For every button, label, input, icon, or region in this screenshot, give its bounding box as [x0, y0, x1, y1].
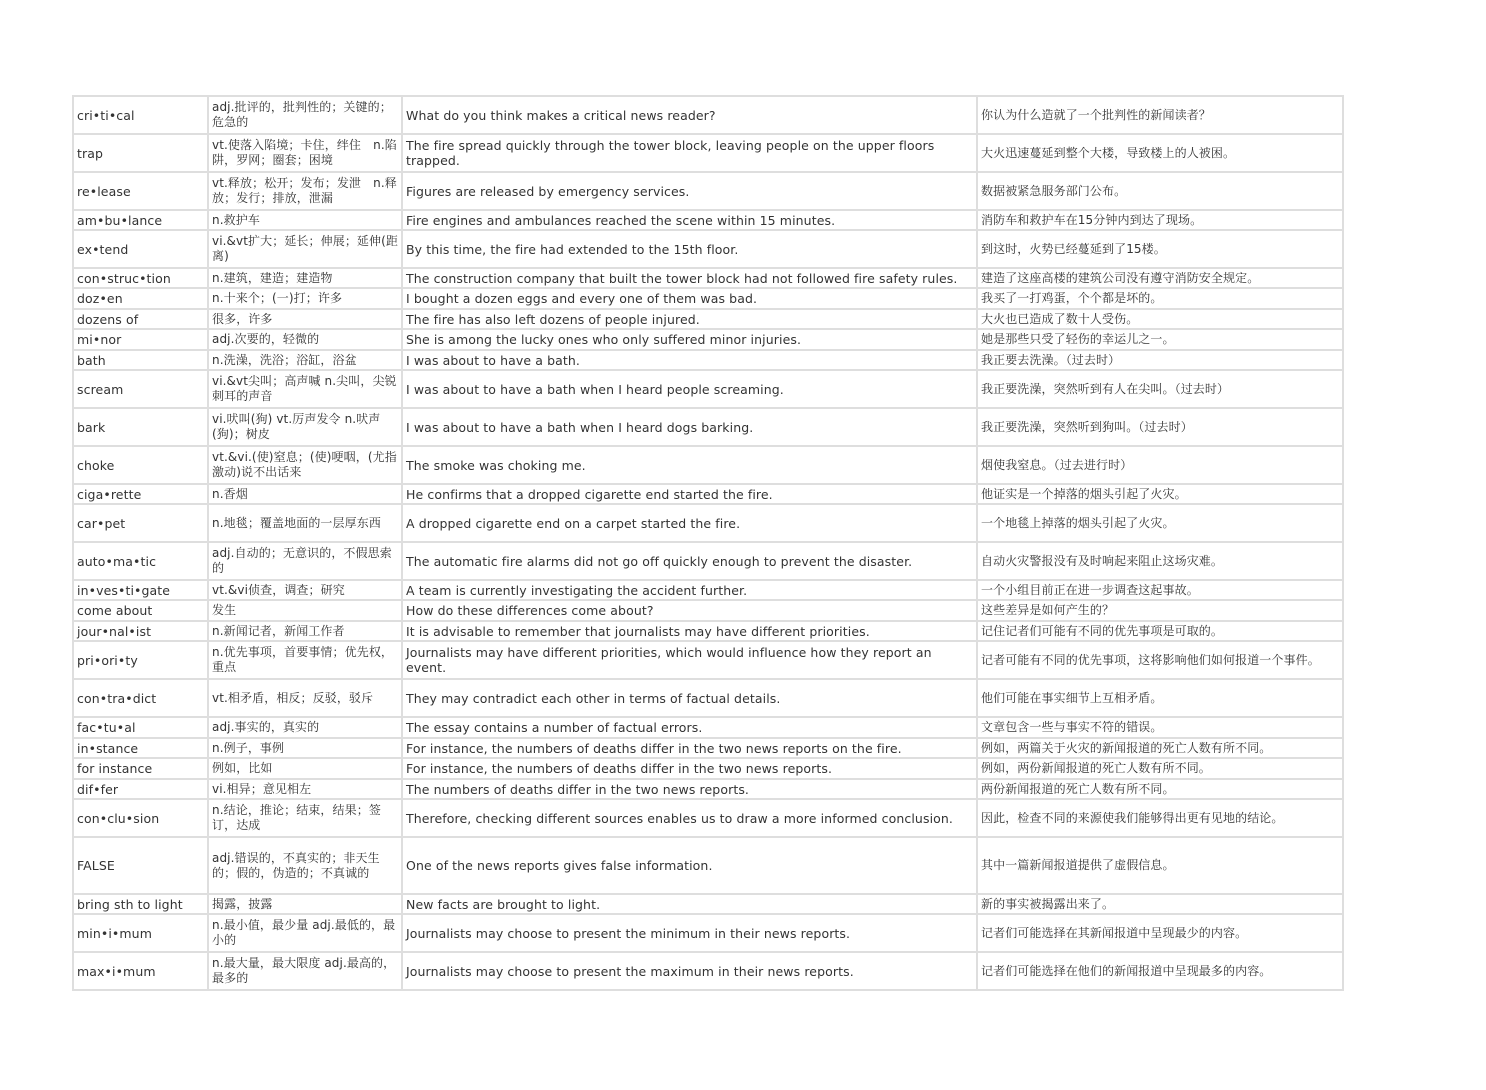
vocab-example-en-cell: Journalists may choose to present the maximum in their news reports.	[402, 952, 977, 990]
vocab-example-zh-cell: 这些差异是如何产生的？	[977, 600, 1343, 621]
vocab-example-en-cell: The fire has also left dozens of people injured.	[402, 309, 977, 329]
vocab-definition-cell: n.十来个；(一)打；许多	[208, 288, 402, 309]
vocab-example-en-cell: Journalists may choose to present the minimum in their news reports.	[402, 914, 977, 952]
vocab-definition-cell: n.新闻记者，新闻工作者	[208, 621, 402, 641]
vocab-word-cell: dif•fer	[73, 779, 208, 799]
vocab-example-zh-cell: 例如，两篇关于火灾的新闻报道的死亡人数有所不同。	[977, 738, 1343, 758]
vocab-word-cell: bath	[73, 350, 208, 370]
vocab-example-en-cell: One of the news reports gives false information.	[402, 837, 977, 894]
vocab-word-cell: con•struc•tion	[73, 268, 208, 288]
vocab-definition-cell: adj.自动的；无意识的，不假思索的	[208, 542, 402, 580]
vocab-definition-cell: n.最大量，最大限度 adj.最高的，最多的	[208, 952, 402, 990]
vocab-word-cell: come about	[73, 600, 208, 621]
vocab-example-en-cell: How do these differences come about?	[402, 600, 977, 621]
vocab-word-cell: scream	[73, 370, 208, 408]
vocab-word-cell: mi•nor	[73, 329, 208, 350]
vocab-word-cell: jour•nal•ist	[73, 621, 208, 641]
table-row	[73, 621, 1343, 641]
vocab-example-zh-cell: 我正要洗澡，突然听到有人在尖叫。（过去时）	[977, 370, 1343, 408]
vocab-example-zh-cell: 其中一篇新闻报道提供了虚假信息。	[977, 837, 1343, 894]
table-row	[73, 210, 1343, 230]
table-row	[73, 309, 1343, 329]
vocab-example-zh-cell: 她是那些只受了轻伤的幸运儿之一。	[977, 329, 1343, 350]
vocab-word-cell: re•lease	[73, 172, 208, 210]
vocab-example-zh-cell: 记者可能有不同的优先事项，这将影响他们如何报道一个事件。	[977, 641, 1343, 679]
vocab-definition-cell: n.香烟	[208, 484, 402, 504]
vocab-example-en-cell: I was about to have a bath when I heard dogs barking.	[402, 408, 977, 446]
vocab-example-zh-cell: 因此，检查不同的来源使我们能够得出更有见地的结论。	[977, 799, 1343, 837]
vocab-example-en-cell: The automatic fire alarms did not go off quickly enough to prevent the disaster.	[402, 542, 977, 580]
vocab-word-cell: pri•ori•ty	[73, 641, 208, 679]
vocab-example-en-cell: He confirms that a dropped cigarette end started the fire.	[402, 484, 977, 504]
table-row	[73, 952, 1343, 990]
vocab-definition-cell: n.结论，推论；结束，结果；签订，达成	[208, 799, 402, 837]
vocab-example-zh-cell: 记者们可能选择在其新闻报道中呈现最少的内容。	[977, 914, 1343, 952]
vocab-word-cell: bring sth to light	[73, 894, 208, 914]
vocab-definition-cell: vt.释放；松开；发布；发泄 n.释放；发行；排放，泄漏	[208, 172, 402, 210]
vocab-definition-cell: adj.错误的，不真实的；非天生的；假的，伪造的；不真诚的	[208, 837, 402, 894]
table-row	[73, 717, 1343, 738]
vocab-example-zh-cell: 数据被紧急服务部门公布。	[977, 172, 1343, 210]
table-row	[73, 542, 1343, 580]
vocab-example-en-cell: Therefore, checking different sources enables us to draw a more informed conclusion.	[402, 799, 977, 837]
vocab-word-cell: car•pet	[73, 504, 208, 542]
vocab-definition-cell: vi.&vt扩大；延长；伸展；延伸(距离)	[208, 230, 402, 268]
vocab-example-en-cell: For instance, the numbers of deaths differ in the two news reports on the fire.	[402, 738, 977, 758]
vocabulary-table-body	[73, 96, 1343, 990]
vocab-example-en-cell: The numbers of deaths differ in the two news reports.	[402, 779, 977, 799]
vocab-example-zh-cell: 大火迅速蔓延到整个大楼，导致楼上的人被困。	[977, 134, 1343, 172]
vocab-word-cell: max•i•mum	[73, 952, 208, 990]
vocab-definition-cell: 很多，许多	[208, 309, 402, 329]
vocab-word-cell: in•stance	[73, 738, 208, 758]
table-row	[73, 329, 1343, 350]
vocab-example-zh-cell: 他证实是一个掉落的烟头引起了火灾。	[977, 484, 1343, 504]
vocab-example-en-cell: It is advisable to remember that journalists may have different priorities.	[402, 621, 977, 641]
table-row	[73, 350, 1343, 370]
vocab-definition-cell: n.洗澡，洗浴；浴缸，浴盆	[208, 350, 402, 370]
vocab-example-zh-cell: 烟使我窒息。（过去进行时）	[977, 446, 1343, 484]
vocab-example-en-cell: A dropped cigarette end on a carpet started the fire.	[402, 504, 977, 542]
vocab-word-cell: choke	[73, 446, 208, 484]
vocab-word-cell: am•bu•lance	[73, 210, 208, 230]
vocab-word-cell: ciga•rette	[73, 484, 208, 504]
table-row	[73, 484, 1343, 504]
vocab-example-zh-cell: 文章包含一些与事实不符的错误。	[977, 717, 1343, 738]
table-row	[73, 738, 1343, 758]
vocab-example-en-cell: The construction company that built the tower block had not followed fire safety rules.	[402, 268, 977, 288]
vocab-definition-cell: 发生	[208, 600, 402, 621]
vocab-word-cell: trap	[73, 134, 208, 172]
vocab-definition-cell: n.地毯；覆盖地面的一层厚东西	[208, 504, 402, 542]
vocab-definition-cell: n.例子，事例	[208, 738, 402, 758]
table-row	[73, 96, 1343, 134]
vocab-example-zh-cell: 我买了一打鸡蛋，个个都是坏的。	[977, 288, 1343, 309]
vocab-definition-cell: adj.次要的，轻微的	[208, 329, 402, 350]
vocab-example-en-cell: The fire spread quickly through the tower block, leaving people on the upper floors trapped.	[402, 134, 977, 172]
vocab-example-en-cell: The essay contains a number of factual errors.	[402, 717, 977, 738]
vocab-word-cell: con•tra•dict	[73, 679, 208, 717]
vocab-example-zh-cell: 大火也已造成了数十人受伤。	[977, 309, 1343, 329]
vocab-example-zh-cell: 新的事实被揭露出来了。	[977, 894, 1343, 914]
vocab-example-zh-cell: 一个地毯上掉落的烟头引起了火灾。	[977, 504, 1343, 542]
vocab-example-zh-cell: 记住记者们可能有不同的优先事项是可取的。	[977, 621, 1343, 641]
table-row	[73, 758, 1343, 779]
table-row	[73, 504, 1343, 542]
vocab-example-zh-cell: 你认为什么造就了一个批判性的新闻读者？	[977, 96, 1343, 134]
vocab-word-cell: bark	[73, 408, 208, 446]
vocab-example-zh-cell: 他们可能在事实细节上互相矛盾。	[977, 679, 1343, 717]
table-row	[73, 172, 1343, 210]
table-row	[73, 600, 1343, 621]
vocab-word-cell: FALSE	[73, 837, 208, 894]
vocab-definition-cell: 例如，比如	[208, 758, 402, 779]
vocab-example-zh-cell: 记者们可能选择在他们的新闻报道中呈现最多的内容。	[977, 952, 1343, 990]
table-row	[73, 230, 1343, 268]
vocab-definition-cell: adj.事实的，真实的	[208, 717, 402, 738]
vocab-example-zh-cell: 我正要去洗澡。（过去时）	[977, 350, 1343, 370]
vocabulary-table	[72, 95, 1344, 991]
vocab-example-en-cell: Journalists may have different priorities, which would influence how they report an event.	[402, 641, 977, 679]
vocab-example-en-cell: Fire engines and ambulances reached the scene within 15 minutes.	[402, 210, 977, 230]
vocab-example-en-cell: She is among the lucky ones who only suffered minor injuries.	[402, 329, 977, 350]
vocab-example-zh-cell: 两份新闻报道的死亡人数有所不同。	[977, 779, 1343, 799]
table-row	[73, 641, 1343, 679]
table-row	[73, 679, 1343, 717]
table-row	[73, 799, 1343, 837]
vocab-example-en-cell: I was about to have a bath.	[402, 350, 977, 370]
table-row	[73, 894, 1343, 914]
table-row	[73, 837, 1343, 894]
vocab-definition-cell: vt.使落入陷境；卡住，绊住 n.陷阱，罗网；圈套；困境	[208, 134, 402, 172]
vocab-example-en-cell: For instance, the numbers of deaths differ in the two news reports.	[402, 758, 977, 779]
vocab-example-en-cell: I was about to have a bath when I heard people screaming.	[402, 370, 977, 408]
vocab-example-zh-cell: 自动火灾警报没有及时响起来阻止这场灾难。	[977, 542, 1343, 580]
vocab-definition-cell: adj.批评的，批判性的；关键的；危急的	[208, 96, 402, 134]
table-row	[73, 580, 1343, 600]
vocab-definition-cell: n.建筑，建造；建造物	[208, 268, 402, 288]
vocab-example-zh-cell: 消防车和救护车在15分钟内到达了现场。	[977, 210, 1343, 230]
vocab-word-cell: cri•ti•cal	[73, 96, 208, 134]
vocab-word-cell: con•clu•sion	[73, 799, 208, 837]
vocab-example-zh-cell: 我正要洗澡，突然听到狗叫。（过去时）	[977, 408, 1343, 446]
vocab-word-cell: min•i•mum	[73, 914, 208, 952]
table-row	[73, 408, 1343, 446]
vocab-definition-cell: n.最小值，最少量 adj.最低的，最小的	[208, 914, 402, 952]
table-row	[73, 288, 1343, 309]
vocab-example-en-cell: The smoke was choking me.	[402, 446, 977, 484]
vocab-definition-cell: n.优先事项，首要事情；优先权，重点	[208, 641, 402, 679]
vocab-example-zh-cell: 一个小组目前正在进一步调查这起事故。	[977, 580, 1343, 600]
table-row	[73, 779, 1343, 799]
vocab-example-zh-cell: 到这时，火势已经蔓延到了15楼。	[977, 230, 1343, 268]
vocab-word-cell: dozens of	[73, 309, 208, 329]
table-row	[73, 446, 1343, 484]
vocab-definition-cell: n.救护车	[208, 210, 402, 230]
vocab-example-en-cell: A team is currently investigating the accident further.	[402, 580, 977, 600]
table-row	[73, 134, 1343, 172]
table-row	[73, 370, 1343, 408]
vocab-word-cell: in•ves•ti•gate	[73, 580, 208, 600]
vocab-word-cell: fac•tu•al	[73, 717, 208, 738]
vocab-example-en-cell: New facts are brought to light.	[402, 894, 977, 914]
vocab-definition-cell: vi.吠叫(狗) vt.厉声发令 n.吠声(狗)；树皮	[208, 408, 402, 446]
vocab-example-en-cell: They may contradict each other in terms of factual details.	[402, 679, 977, 717]
vocab-example-zh-cell: 建造了这座高楼的建筑公司没有遵守消防安全规定。	[977, 268, 1343, 288]
vocab-example-en-cell: I bought a dozen eggs and every one of them was bad.	[402, 288, 977, 309]
table-row	[73, 914, 1343, 952]
vocab-definition-cell: vi.&vt尖叫；高声喊 n.尖叫，尖锐刺耳的声音	[208, 370, 402, 408]
vocab-word-cell: for instance	[73, 758, 208, 779]
vocab-word-cell: doz•en	[73, 288, 208, 309]
table-row	[73, 268, 1343, 288]
vocab-definition-cell: vi.相异；意见相左	[208, 779, 402, 799]
vocab-definition-cell: vt.&vi.(使)窒息；(使)哽咽，(尤指激动)说不出话来	[208, 446, 402, 484]
vocab-example-en-cell: By this time, the fire had extended to the 15th floor.	[402, 230, 977, 268]
vocab-example-en-cell: Figures are released by emergency services.	[402, 172, 977, 210]
vocab-example-zh-cell: 例如，两份新闻报道的死亡人数有所不同。	[977, 758, 1343, 779]
vocab-example-en-cell: What do you think makes a critical news reader?	[402, 96, 977, 134]
vocab-definition-cell: 揭露，披露	[208, 894, 402, 914]
vocab-word-cell: auto•ma•tic	[73, 542, 208, 580]
vocab-word-cell: ex•tend	[73, 230, 208, 268]
vocab-definition-cell: vt.&vi侦查，调查；研究	[208, 580, 402, 600]
vocab-definition-cell: vt.相矛盾，相反；反驳，驳斥	[208, 679, 402, 717]
